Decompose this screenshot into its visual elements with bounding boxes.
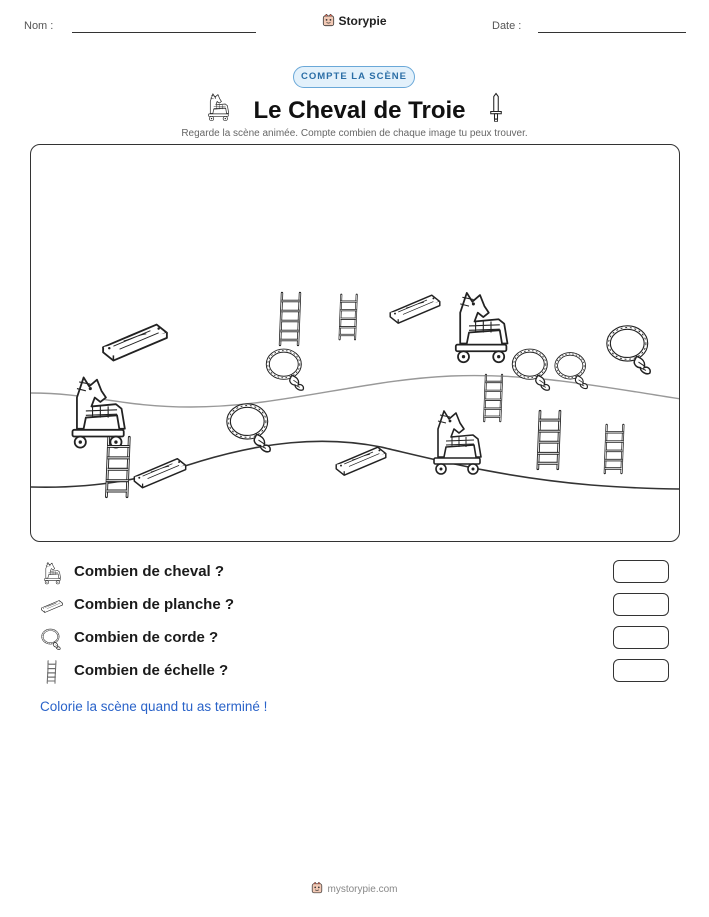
- ladder-scene-4: [106, 437, 129, 496]
- question-text: Combien de corde ?: [74, 629, 219, 646]
- horse-scene-2: [456, 293, 508, 362]
- date-line[interactable]: [538, 32, 686, 33]
- ladder-scene-6: [605, 425, 624, 473]
- plank-scene-3: [134, 459, 185, 488]
- answer-box-rope[interactable]: [613, 626, 669, 649]
- rope-icon: [40, 627, 64, 651]
- question-text: Combien de échelle ?: [74, 662, 229, 679]
- rope-scene-5: [609, 328, 651, 374]
- ladder-scene-2: [340, 295, 357, 340]
- brand-name: Storypie: [338, 14, 387, 28]
- horse-scene-3: [434, 411, 481, 474]
- question-text: Combien de cheval ?: [74, 563, 225, 580]
- scene-frame: [30, 144, 680, 542]
- question-text: Combien de planche ?: [74, 596, 235, 613]
- date-label: Date :: [492, 20, 522, 32]
- page-title-text: Le Cheval de Troie: [253, 97, 466, 124]
- question-row-plank: [40, 593, 670, 619]
- rope-scene-3: [514, 351, 550, 391]
- ladder-scene-1: [280, 293, 300, 345]
- plank-scene-2: [390, 295, 440, 323]
- storypie-logo-icon: [311, 882, 323, 894]
- horse-icon: [205, 92, 231, 122]
- horse-icon: [40, 561, 64, 585]
- question-row-rope: [40, 626, 670, 652]
- ladder-icon: [40, 660, 64, 684]
- footer-url[interactable]: mystorypie.com: [327, 884, 398, 895]
- answer-box-horse[interactable]: [613, 560, 669, 583]
- plank-icon: [40, 594, 64, 618]
- brand: [0, 14, 709, 28]
- horse-scene-1: [72, 377, 124, 447]
- answer-box-ladder[interactable]: [613, 659, 669, 682]
- name-line[interactable]: [72, 32, 256, 33]
- footer: [0, 882, 709, 895]
- rope-scene-2: [229, 406, 271, 452]
- scene-illustration: [31, 145, 680, 542]
- rope-scene-4: [556, 354, 587, 389]
- rope-scene-1: [268, 351, 304, 391]
- plank-scene-1: [103, 325, 167, 361]
- page-title: [0, 92, 709, 125]
- sword-icon: [488, 92, 504, 122]
- instruction-text: Regarde la scène animée. Compte combien de chaque image tu peux trouver.: [181, 128, 528, 139]
- question-row-horse: [40, 560, 670, 586]
- coloring-instruction: Colorie la scène quand tu as terminé !: [40, 699, 268, 714]
- plank-scene-4: [336, 447, 386, 475]
- answer-box-plank[interactable]: [613, 593, 669, 616]
- name-label: Nom :: [24, 20, 54, 32]
- ladder-scene-5: [538, 411, 560, 469]
- ladder-scene-3: [484, 375, 502, 421]
- activity-badge: COMPTE LA SCÈNE: [293, 66, 415, 88]
- storypie-logo-icon: [322, 14, 335, 27]
- question-row-ladder: [40, 659, 670, 685]
